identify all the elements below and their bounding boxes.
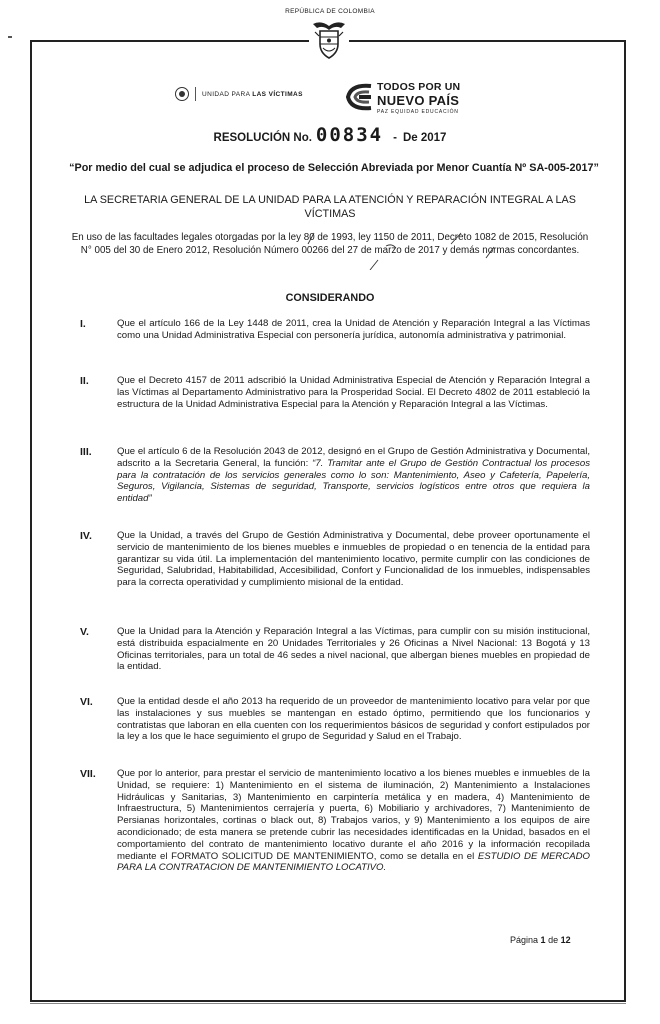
resolution-label: RESOLUCIÓN No.	[213, 132, 312, 144]
nuevo-pais-mark-icon	[345, 82, 373, 112]
unidad-logo-bold: LAS VÍCTIMAS	[252, 90, 303, 98]
page-total: 12	[560, 935, 571, 945]
item-roman: IV.	[80, 530, 92, 542]
item-text-plain: Que por lo anterior, para prestar el servicio de mantenimiento locativo a los bienes muebles e inmuebles de la Unidad, se requiere: 1) Mantenimiento en el sistema de iluminación, 2) Mantenimiento a Instalaciones Hidráulicas y Sanitarias, 3) Mantenimiento en carpintería metálica y en madera, 4) Mantenimiento de Infraestructura, 5) Mantenimientos cerrajería y puerta, 6) Mobiliario y archivadores, 7) Mantenimiento de Persianas horizontales, cortinas o black out, 8) Trabajos varios, y 9) Mantenimiento a los equipos de aire acondicionado; de esta manera se pretende cubrir las necesidades identificadas en la Unidad, basados en el comportamiento del contrato de mantenimiento locativo durante el año 2016 y la información recopilada mediante el FORMATO SOLICITUD DE MANTENIMIENTO, como se detalla en el	[117, 768, 590, 862]
resolution-number: 00834	[315, 124, 384, 146]
item-text: Que la Unidad, a través del Grupo de Gestión Administrativa y Documental, debe proveer oportunamente el servicio de mantenimiento de los bienes muebles e inmuebles de propiedad o en tenencia de la entidad para garantizar su vida útil. La implementación del mantenimiento locativo, permite cumplir con las condiciones de Seguridad, Salubridad, Habitabilidad, Accesibilidad, Confort y Funcionalidad de los inmuebles, indispensables para la correcta operatividad y cumplimiento misional de la entidad.	[117, 530, 590, 589]
unidad-seal-icon	[175, 87, 189, 101]
page-of: de	[548, 935, 559, 945]
item-text	[117, 768, 590, 874]
page-current: 1	[540, 935, 546, 945]
logo-line-2: NUEVO PAÍS	[377, 93, 460, 108]
bottom-edge-line	[30, 1003, 626, 1004]
facultades-paragraph: En uso de las facultades legales otorgadas por la ley 80 de 1993, ley 1150 de 2011, Decreto 1082 de 2015, Resolución N° 005 del 30 de Enero 2012, Resolución Número 00266 del 27 de marzo de 2017 y demás normas concordantes.	[71, 232, 589, 256]
item-roman: VI.	[80, 696, 93, 708]
handwritten-marks	[300, 230, 600, 270]
item-text: Que el Decreto 4157 de 2011 adscribió la Unidad Administrativa Especial de Atención y Reparación Integral a las Víctimas al Departamento Administrativo para la Prosperidad Social. El Decreto 4802 de 2011 estableció la estructura de la Unidad Administrativa Especial para la Atención y Reparación Integral a las Víctimas.	[117, 375, 590, 410]
item-roman: V.	[80, 626, 89, 638]
item-roman: I.	[80, 318, 86, 330]
item-text: Que la Unidad para la Atención y Reparación Integral a las Víctimas, para cumplir con su misión institucional, está distribuida espacialmente en 20 Unidades Territoriales y 26 Oficinas a Nivel Nacional: 13 Bogotá y 13 Oficinas territoriales, para un total de 46 sedes a nivel nacional, que albergan bienes muebles en propiedad de la entidad.	[117, 626, 590, 673]
coat-of-arms-icon	[309, 18, 349, 62]
item-text-italic: “7. Tramitar ante el Grupo de Gestión Contractual los procesos para la contratación de los servicios generales como lo son: Mantenimiento, Aseo y Cafetería, Papelería, Seguros, Vigilancia, Sistemas de seguridad, Transporte, servicios logísticos entre otros que requiera la entidad”	[117, 457, 590, 505]
page-prefix: Página	[510, 935, 539, 945]
todos-por-un-nuevo-pais-logo	[345, 78, 495, 118]
logo-line-3: PAZ EQUIDAD EDUCACIÓN	[377, 109, 459, 115]
item-roman: VII.	[80, 768, 96, 780]
unidad-logo-prefix: UNIDAD PARA	[202, 90, 250, 98]
item-text: Que la entidad desde el año 2013 ha requerido de un proveedor de mantenimiento locativo para velar por que las instalaciones y sus muebles se mantengan en estado óptimo, permitiendo que los funcionarios y contratistas que laboran en ella cuenten con los requerimientos básicos de seguridad y confort estipulados por la ley a los que le hace seguimiento el grupo de Seguridad y Salud en el Trabajo.	[117, 696, 590, 743]
scan-mark	[8, 36, 12, 38]
item-roman: III.	[80, 446, 92, 458]
logo-line-1: TODOS POR UN	[377, 81, 461, 93]
resolution-year: De 2017	[402, 132, 447, 144]
item-text: Que el artículo 166 de la Ley 1448 de 2011, crea la Unidad de Atención y Reparación Integral a las Víctimas como una Unidad Administrativa Especial con personería jurídica, autonomía administrativa y patrimonial.	[117, 318, 590, 341]
logo-separator	[195, 87, 196, 101]
republica-header: REPÚBLICA DE COLOMBIA	[285, 8, 375, 15]
item-roman: II.	[80, 375, 89, 387]
resolution-line	[0, 124, 660, 146]
item-text	[117, 446, 590, 505]
item-text-plain: Que el artículo 6 de la Resolución 2043 de 2012, designó en el Grupo de Gestión Administrativa y Documental, adscrito a la Secretaria General, la función:	[117, 446, 590, 469]
unidad-victimas-logo	[175, 86, 303, 102]
resolution-subject: “Por medio del cual se adjudica el proceso de Selección Abreviada por Menor Cuantía Nº SA-005-2017”	[69, 162, 599, 174]
unidad-logo-text	[202, 91, 303, 98]
secretaria-heading: LA SECRETARIA GENERAL DE LA UNIDAD PARA LA ATENCIÓN Y REPARACIÓN INTEGRAL A LAS VÍCTIMAS	[84, 194, 576, 220]
considerando-heading: CONSIDERANDO	[285, 292, 375, 304]
resolution-dash: -	[393, 132, 397, 144]
page-number	[510, 935, 571, 945]
item-text-italic: ESTUDIO DE MERCADO PARA LA CONTRATACION DE MANTENIMIENTO LOCATIVO.	[117, 850, 590, 874]
